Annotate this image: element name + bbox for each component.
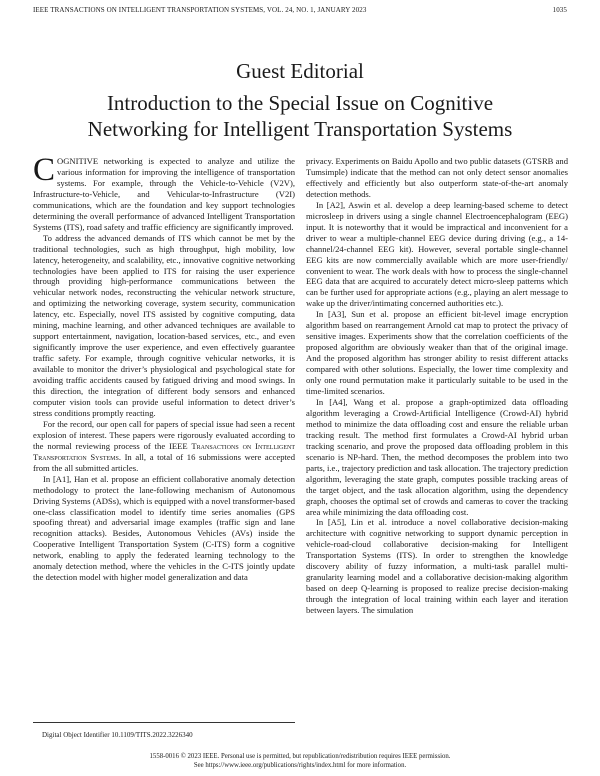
paragraph-a5: In [A5], Lin et al. introduce a novel collaborative decision-making architecture with cognitive networking to support dynamic perception in vehicle-road-cloud collaborative decision-making for Intelligent Transportation Systems (ITS). In order to strengthen the knowledge discovery ability of fuzzy information, a multi-task parallel multi-granularity learning model and a collaborative decision-making algorithm based on deep Q-learning is proposed to realize precise decision-making through the integration of local training within each layer and iteration between layers. The simulation <box>306 517 568 616</box>
paragraph-a1-continued: privacy. Experiments on Baidu Apollo and two public datasets (GTSRB and Tumsimple) indicate that the method can not only detect sensor anomalies effectively and efficiently but also outperform state-of-the-art anomaly detection methods. <box>306 156 568 199</box>
running-header <box>33 6 567 18</box>
doi-footnote: Digital Object Identifier 10.1109/TITS.2022.3226340 <box>42 731 193 739</box>
rights-line: See https://www.ieee.org/publications/rights/index.html for more information. <box>193 762 407 769</box>
paragraph-demands: To address the advanced demands of ITS which cannot be met by the traditional technologies, such as high throughput, high mobility, low latency, heterogeneity, and scalability, etc., innovative cognitive networking technologies have been applied to ITS for raising the user experience through providing high-performance communications between the vehicular network nodes, reconstructing the vehicular network structure, and optimizing the networking coverage, system security, communication latency, etc. Especially, novel ITS assisted by cognitive computing, data mining, machine learning, and other advanced techniques are available to support entertainment, navigation, location-based services, etc., and even significantly improve the user experience, and even effectively guarantee traffic safety. For example, through cognitive vehicular networks, it is available to monitor the driver’s physiological and psychological state for avoiding traffic accidents caused by fatigued driving and mood swings. In this direction, the integration of different body sensors and enhanced computer vision tools can provide useful information to detect driver’s stress conditions promptly reacting. <box>33 232 295 418</box>
right-column <box>306 156 568 616</box>
paragraph-a1: In [A1], Han et al. propose an efficient collaborative anomaly detection methodology to protect the lane-following mechanism of Autonomous Driving Systems (ADSs), which is equipped with a novel transformer-based one-class classification model to identify time series anomalies (GPS spoofing threat) and adversarial image examples (traffic sign and lane recognition attacks). Besides, Autonomous Vehicles (AVs) inside the Cooperative Intelligent Transportation System (C-ITS) form a cognitive network, enabling to apply the federated learning technology to the anomaly detection method, where the vehicles in the C-ITS jointly update the detection model with higher model generalization and data <box>33 473 295 583</box>
left-column <box>33 152 295 583</box>
copyright-footer <box>0 752 600 770</box>
footnote-rule <box>33 722 295 723</box>
journal-name: IEEE Transactions on Intelligent Transportation Systems <box>33 440 295 462</box>
title-block <box>0 58 600 142</box>
section-heading: Guest Editorial <box>236 59 364 83</box>
page-number: 1035 <box>552 6 567 14</box>
paragraph-a2: In [A2], Aswin et al. develop a deep learning-based scheme to detect microsleep in drivers using a single channel Electroencephalogram (EEG) input. It is noteworthy that it would be impractical and inconvenient for a driver to wear a multiple-channel EEG device during driving (e.g., a 14-channel/24-channel EEG kit). However, several portable single-channel EEG kits are now commercially available which are more user-friendly/ convenient to wear. The work deals with how to process the single-channel EEG data that are acquired to accurately detect micro-sleep patterns which can be further used for appropriate actions (e.g., playing an alert message to wake up the driver/intimating concerned authorities etc.). <box>306 199 568 309</box>
journal-header: IEEE TRANSACTIONS ON INTELLIGENT TRANSPORTATION SYSTEMS, VOL. 24, NO. 1, JANUARY 2023 <box>33 6 367 14</box>
drop-cap: C <box>33 152 56 188</box>
title-line-1: Introduction to the Special Issue on Cognitive <box>106 91 494 115</box>
paragraph-a3: In [A3], Sun et al. propose an efficient bit-level image encryption algorithm based on rearrangement Arnold cat map to protect the privacy of sensitive images. Experiments show that the correlation coefficients of the proposed algorithm are obviously weaker than that of the original image. And the proposed algorithm has stronger ability to resist different attacks compared with other solutions. Especially, the lower time complexity and only one round permutation make it particularly suitable to be used in the time-limited scenarios. <box>306 309 568 397</box>
paragraph-record: For the record, our open call for papers of special issue had seen a recent explosion of interest. These papers were rigorously evaluated according to the normal reviewing process of the IEEE Transactions on Intelligent Transportation Systems. In all, a total of 16 submissions were accepted from the all submitted articles. <box>33 418 295 473</box>
paragraph-intro-text: OGNITIVE networking is expected to analyze and utilize the various information for improving the intelligence of transportation systems. For example, through the Vehicle-to-Vehicle (V2V), Infrastructure-to-Vehicle, and Vehicular-to-Infrastructure (V2I) communications, which are the foundation and key support technologies determining the overall performance of advanced Intelligent Transportation Systems (ITS), road safety and traffic efficiency are significantly improved. <box>33 156 295 232</box>
title-line-2: Networking for Intelligent Transportation Systems <box>87 117 513 141</box>
paragraph-a4: In [A4], Wang et al. propose a graph-optimized data offloading algorithm leveraging a Crowd-Artificial Intelligence (Crowd-AI) hybrid method to minimize the data offloading cost and ensure the reliable urban tracking result. The method first formulates a Crowd-AI hybrid urban tracking scenario, and prove the proposed data offloading problem in this scenario is NP-hard. Then, the method decomposes the problem into two parts, i.e., trajectory prediction and task allocation. The trajectory prediction algorithm, leveraging the state graph, computes possible tracking areas of the target object, and the task allocation algorithm, using the dependency graph, chooses the optimal set of crowds and cameras to cover the tracking area while minimizing the data offloading cost. <box>306 396 568 517</box>
article-title <box>0 90 600 142</box>
paragraph-intro <box>33 152 295 233</box>
copyright-line: 1558-0016 © 2023 IEEE. Personal use is permitted, but republication/redistribution requires IEEE permission. <box>149 753 451 760</box>
